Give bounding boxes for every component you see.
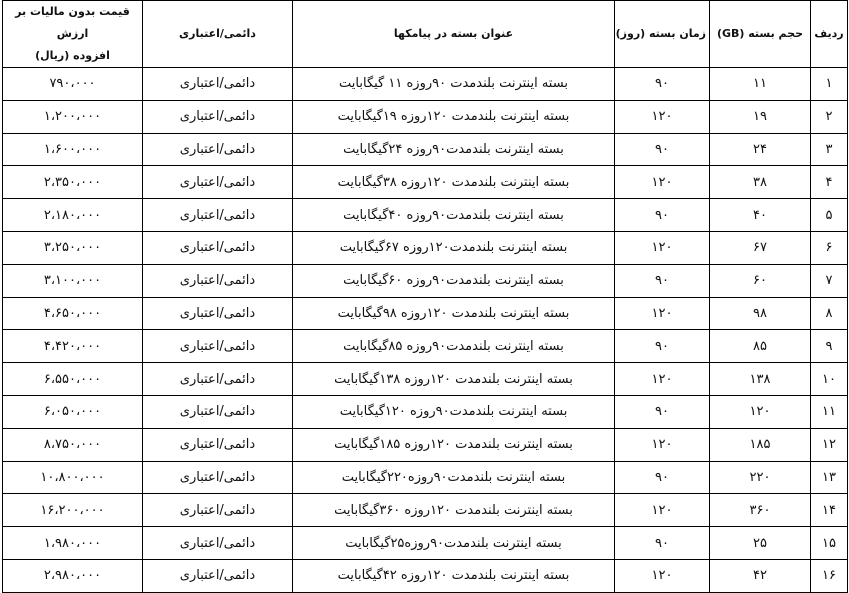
cell-price: ۱،۹۸۰،۰۰۰ (3, 527, 143, 560)
cell-row-number: ۱۱ (811, 395, 848, 428)
cell-sms-title: بسته اینترنت بلندمدت۹۰روزه۲۵گیگابایت (293, 527, 615, 560)
table-row (3, 199, 848, 232)
cell-duration: ۱۲۰ (615, 166, 710, 199)
cell-type: دائمی/اعتباری (143, 461, 293, 494)
cell-package-size: ۱۸۵ (710, 428, 811, 461)
cell-duration: ۱۲۰ (615, 494, 710, 527)
cell-type: دائمی/اعتباری (143, 395, 293, 428)
cell-sms-title: بسته اینترنت بلندمدت ۹۰روزه ۱۱ گیگابایت (293, 68, 615, 101)
cell-price: ۳،۱۰۰،۰۰۰ (3, 264, 143, 297)
cell-price: ۶،۰۵۰،۰۰۰ (3, 395, 143, 428)
cell-package-size: ۳۶۰ (710, 494, 811, 527)
cell-row-number: ۱۲ (811, 428, 848, 461)
cell-sms-title: بسته اینترنت بلندمدت ۱۲۰روزه ۴۲گیگابایت (293, 559, 615, 592)
cell-row-number: ۲ (811, 100, 848, 133)
header-row-number: ردیف (811, 1, 848, 68)
cell-price: ۲،۳۵۰،۰۰۰ (3, 166, 143, 199)
header-price (3, 1, 143, 68)
cell-price: ۲،۹۸۰،۰۰۰ (3, 559, 143, 592)
cell-type: دائمی/اعتباری (143, 231, 293, 264)
cell-duration: ۱۲۰ (615, 428, 710, 461)
header-package-size: حجم بسته (GB) (710, 1, 811, 68)
cell-price: ۶،۵۵۰،۰۰۰ (3, 363, 143, 396)
cell-sms-title: بسته اینترنت بلندمدت۹۰روزه ۲۴گیگابایت (293, 133, 615, 166)
cell-price: ۸،۷۵۰،۰۰۰ (3, 428, 143, 461)
cell-sms-title: بسته اینترنت بلندمدت۹۰روزه۲۲۰گیگابایت (293, 461, 615, 494)
cell-type: دائمی/اعتباری (143, 166, 293, 199)
cell-sms-title: بسته اینترنت بلندمدت ۱۲۰روزه ۳۸گیگابایت (293, 166, 615, 199)
cell-duration: ۹۰ (615, 264, 710, 297)
cell-row-number: ۶ (811, 231, 848, 264)
cell-package-size: ۹۸ (710, 297, 811, 330)
cell-sms-title: بسته اینترنت بلندمدت۹۰روزه ۸۵گیگابایت (293, 330, 615, 363)
table-row (3, 395, 848, 428)
cell-price: ۴،۴۲۰،۰۰۰ (3, 330, 143, 363)
cell-type: دائمی/اعتباری (143, 363, 293, 396)
table-row (3, 166, 848, 199)
cell-price: ۳،۲۵۰،۰۰۰ (3, 231, 143, 264)
table-row (3, 297, 848, 330)
cell-package-size: ۱۳۸ (710, 363, 811, 396)
cell-row-number: ۱۶ (811, 559, 848, 592)
cell-price: ۷۹۰،۰۰۰ (3, 68, 143, 101)
cell-sms-title: بسته اینترنت بلندمدت ۱۲۰روزه ۱۸۵گیگابایت (293, 428, 615, 461)
cell-row-number: ۳ (811, 133, 848, 166)
package-table (2, 0, 848, 593)
table-row (3, 363, 848, 396)
cell-sms-title: بسته اینترنت بلندمدت۹۰روزه ۱۲۰گیگابایت (293, 395, 615, 428)
table-row (3, 527, 848, 560)
table-row (3, 100, 848, 133)
cell-package-size: ۸۵ (710, 330, 811, 363)
cell-package-size: ۱۲۰ (710, 395, 811, 428)
cell-sms-title: بسته اینترنت بلندمدت۹۰روزه ۴۰گیگابایت (293, 199, 615, 232)
cell-package-size: ۴۰ (710, 199, 811, 232)
cell-type: دائمی/اعتباری (143, 199, 293, 232)
cell-type: دائمی/اعتباری (143, 264, 293, 297)
cell-price: ۱۰،۸۰۰،۰۰۰ (3, 461, 143, 494)
cell-duration: ۱۲۰ (615, 559, 710, 592)
cell-duration: ۹۰ (615, 68, 710, 101)
cell-package-size: ۲۴ (710, 133, 811, 166)
cell-package-size: ۴۲ (710, 559, 811, 592)
cell-duration: ۱۲۰ (615, 100, 710, 133)
cell-row-number: ۱۳ (811, 461, 848, 494)
cell-type: دائمی/اعتباری (143, 68, 293, 101)
header-duration: زمان بسته (روز) (615, 1, 710, 68)
header-price-line2: افزوده (ریال) (35, 49, 110, 62)
cell-price: ۱۶،۲۰۰،۰۰۰ (3, 494, 143, 527)
table-row (3, 231, 848, 264)
cell-duration: ۹۰ (615, 199, 710, 232)
header-price-line1: قیمت بدون مالیات بر ارزش (15, 5, 130, 40)
cell-duration: ۹۰ (615, 133, 710, 166)
cell-row-number: ۸ (811, 297, 848, 330)
cell-duration: ۹۰ (615, 395, 710, 428)
cell-row-number: ۱۰ (811, 363, 848, 396)
cell-package-size: ۶۷ (710, 231, 811, 264)
cell-sms-title: بسته اینترنت بلندمدت ۱۲۰روزه ۳۶۰گیگابایت (293, 494, 615, 527)
table-row (3, 559, 848, 592)
cell-package-size: ۲۲۰ (710, 461, 811, 494)
cell-type: دائمی/اعتباری (143, 330, 293, 363)
cell-sms-title: بسته اینترنت بلندمدت۹۰روزه ۶۰گیگابایت (293, 264, 615, 297)
cell-row-number: ۱۴ (811, 494, 848, 527)
table-row (3, 133, 848, 166)
cell-type: دائمی/اعتباری (143, 100, 293, 133)
cell-duration: ۱۲۰ (615, 231, 710, 264)
cell-price: ۱،۶۰۰،۰۰۰ (3, 133, 143, 166)
cell-duration: ۹۰ (615, 527, 710, 560)
cell-row-number: ۷ (811, 264, 848, 297)
cell-duration: ۱۲۰ (615, 297, 710, 330)
table-row (3, 428, 848, 461)
cell-row-number: ۹ (811, 330, 848, 363)
cell-duration: ۱۲۰ (615, 363, 710, 396)
cell-package-size: ۳۸ (710, 166, 811, 199)
table-header-row (3, 1, 848, 68)
table-row (3, 330, 848, 363)
cell-row-number: ۱ (811, 68, 848, 101)
cell-type: دائمی/اعتباری (143, 428, 293, 461)
cell-type: دائمی/اعتباری (143, 559, 293, 592)
cell-row-number: ۱۵ (811, 527, 848, 560)
cell-price: ۲،۱۸۰،۰۰۰ (3, 199, 143, 232)
cell-type: دائمی/اعتباری (143, 527, 293, 560)
cell-sms-title: بسته اینترنت بلندمدت۱۲۰روزه ۶۷گیگابایت (293, 231, 615, 264)
cell-package-size: ۶۰ (710, 264, 811, 297)
cell-row-number: ۵ (811, 199, 848, 232)
header-type: دائمی/اعتباری (143, 1, 293, 68)
cell-type: دائمی/اعتباری (143, 297, 293, 330)
cell-package-size: ۱۹ (710, 100, 811, 133)
cell-sms-title: بسته اینترنت بلندمدت ۱۲۰روزه ۹۸گیگابایت (293, 297, 615, 330)
cell-price: ۱،۲۰۰،۰۰۰ (3, 100, 143, 133)
cell-type: دائمی/اعتباری (143, 494, 293, 527)
header-sms-title: عنوان بسته در پیامکها (293, 1, 615, 68)
table-row (3, 494, 848, 527)
cell-sms-title: بسته اینترنت بلندمدت ۱۲۰روزه ۱۹گیگابایت (293, 100, 615, 133)
table-row (3, 461, 848, 494)
cell-price: ۴،۶۵۰،۰۰۰ (3, 297, 143, 330)
table-row (3, 68, 848, 101)
cell-package-size: ۲۵ (710, 527, 811, 560)
cell-duration: ۹۰ (615, 461, 710, 494)
cell-duration: ۹۰ (615, 330, 710, 363)
cell-row-number: ۴ (811, 166, 848, 199)
cell-sms-title: بسته اینترنت بلندمدت ۱۲۰روزه ۱۳۸گیگابایت (293, 363, 615, 396)
table-row (3, 264, 848, 297)
cell-type: دائمی/اعتباری (143, 133, 293, 166)
cell-package-size: ۱۱ (710, 68, 811, 101)
